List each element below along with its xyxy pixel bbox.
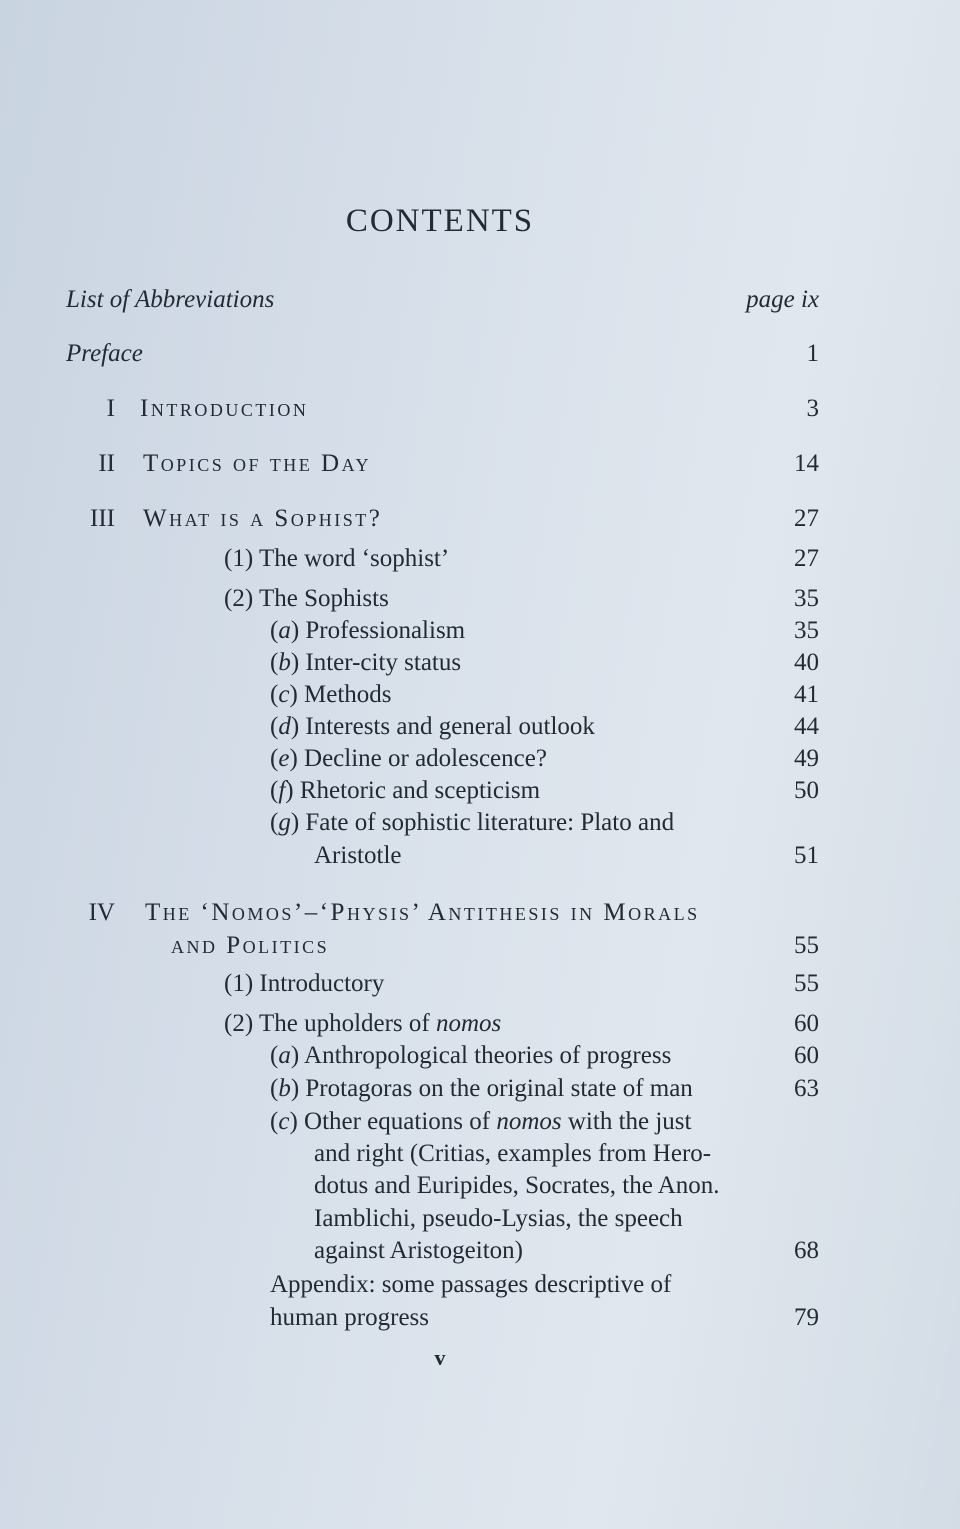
entry-page: 51 — [794, 842, 819, 869]
toc-section[interactable] — [0, 543, 960, 575]
chapter-numeral: III — [90, 505, 115, 532]
entry-page: 1 — [806, 340, 819, 367]
chapter-numeral: II — [98, 450, 115, 477]
subsection-text: dotus and Euripides, Socrates, the Anon. — [314, 1172, 720, 1199]
toc-subsection[interactable] — [0, 615, 960, 647]
entry-title: List of Abbreviations — [66, 286, 275, 313]
subsection-label: (e) Decline or adolescence? — [270, 745, 547, 772]
subsection-text: Fate of sophistic literature: Plato and — [305, 809, 675, 836]
toc-subsection-continuation[interactable] — [0, 1203, 960, 1235]
chapter-numeral: I — [106, 395, 115, 422]
subsection-label: (b) Protagoras on the original state of man — [270, 1075, 693, 1102]
section-label: (1) The word ‘sophist’ — [224, 545, 450, 572]
subsection-label: (g) Fate of sophistic literature: Plato and — [270, 809, 675, 836]
entry-page: 35 — [794, 617, 819, 644]
chapter-title: and Politics — [171, 932, 330, 959]
entry-page: 60 — [794, 1042, 819, 1069]
toc-subsection-continuation[interactable] — [0, 1138, 960, 1170]
section-label: (1) Introductory — [224, 970, 385, 997]
subsection-label: (c) Methods — [270, 681, 392, 708]
toc-chapter-3[interactable] — [0, 503, 960, 535]
entry-page: 40 — [794, 649, 819, 676]
toc-subsection[interactable] — [0, 647, 960, 679]
subsection-label: (d) Interests and general outlook — [270, 713, 595, 740]
section-label — [224, 1008, 501, 1040]
subsection-label: (c) Other equations of nomos with the just — [270, 1108, 692, 1135]
subsection-text: Rhetoric and scepticism — [299, 777, 541, 804]
entry-page: 55 — [794, 970, 819, 997]
subsection-text-italic: nomos — [496, 1108, 562, 1135]
subsection-marker: c — [278, 1108, 290, 1135]
subsection-marker: g — [278, 809, 291, 836]
chapter-numeral: IV — [88, 899, 115, 926]
subsection-marker: a — [278, 1042, 291, 1069]
toc-section[interactable] — [0, 583, 960, 615]
entry-page: 55 — [794, 932, 819, 959]
subsection-label: (a) Professionalism — [270, 617, 466, 644]
subsection-label: (a) Anthropological theories of progress — [270, 1042, 672, 1069]
toc-subsection[interactable] — [0, 711, 960, 743]
subsection-marker: e — [278, 745, 290, 772]
subsection-text: Methods — [304, 681, 392, 708]
toc-chapter-2[interactable] — [0, 448, 960, 480]
toc-chapter-1[interactable] — [0, 393, 960, 425]
toc-entry-abbreviations[interactable] — [0, 284, 960, 316]
subsection-text: with the just — [561, 1108, 692, 1135]
toc-subsection[interactable] — [0, 679, 960, 711]
appendix-text: human progress — [270, 1304, 429, 1331]
entry-page: page ix — [746, 286, 819, 313]
entry-page: 44 — [794, 713, 819, 740]
toc-entry-preface[interactable] — [0, 338, 960, 370]
toc-chapter-4[interactable] — [0, 897, 960, 929]
subsection-text: Other equations of — [304, 1108, 497, 1135]
toc-chapter-4-continuation[interactable] — [0, 930, 960, 962]
entry-page: 27 — [794, 545, 819, 572]
subsection-label: (f) Rhetoric and scepticism — [270, 777, 541, 804]
subsection-text: Professionalism — [305, 617, 466, 644]
subsection-marker: b — [278, 1075, 291, 1102]
appendix-text: Appendix: some passages descriptive of — [270, 1271, 672, 1298]
toc-subsection-continuation[interactable] — [0, 1170, 960, 1202]
toc-subsection-continuation[interactable] — [0, 1235, 960, 1267]
chapter-title: Introduction — [140, 395, 309, 422]
section-label-text: (2) The upholders of — [224, 1010, 436, 1037]
subsection-text: Anthropological theories of progress — [304, 1042, 672, 1069]
entry-title: Preface — [66, 340, 143, 367]
chapter-title: The ‘Nomos’–‘Physis’ Antithesis in Morals — [145, 899, 700, 926]
entry-page: 60 — [794, 1010, 819, 1037]
toc-subsection-continuation[interactable] — [0, 840, 960, 872]
toc-subsection[interactable] — [0, 1040, 960, 1072]
toc-appendix[interactable] — [0, 1269, 960, 1301]
entry-page: 14 — [794, 450, 819, 477]
entry-page: 3 — [806, 395, 819, 422]
section-label: (2) The Sophists — [224, 585, 389, 612]
entry-page: 49 — [794, 745, 819, 772]
toc-section[interactable] — [0, 968, 960, 1000]
chapter-title: What is a Sophist? — [143, 505, 383, 532]
subsection-text: Iamblichi, pseudo-Lysias, the speech — [314, 1205, 683, 1232]
chapter-title: Topics of the Day — [143, 450, 371, 477]
entry-page: 27 — [794, 505, 819, 532]
entry-page: 68 — [794, 1237, 819, 1264]
toc-subsection[interactable] — [0, 775, 960, 807]
entry-page: 50 — [794, 777, 819, 804]
section-label-italic: nomos — [436, 1010, 502, 1037]
subsection-marker: c — [278, 681, 290, 708]
page-folio: v — [434, 1345, 446, 1370]
entry-page: 35 — [794, 585, 819, 612]
toc-appendix-continuation[interactable] — [0, 1302, 960, 1334]
entry-page: 41 — [794, 681, 819, 708]
toc-section[interactable] — [0, 1008, 960, 1040]
entry-page: 63 — [794, 1075, 819, 1102]
toc-subsection[interactable] — [0, 743, 960, 775]
subsection-text: Protagoras on the original state of man — [305, 1075, 693, 1102]
subsection-marker: f — [278, 777, 286, 804]
subsection-text: Aristotle — [314, 842, 402, 869]
toc-subsection[interactable] — [0, 1106, 960, 1138]
page-title: CONTENTS — [345, 203, 535, 239]
subsection-text: and right (Critias, examples from Hero- — [314, 1140, 712, 1167]
subsection-marker: b — [278, 649, 291, 676]
subsection-text: Interests and general outlook — [305, 713, 595, 740]
subsection-text: Inter-city status — [305, 649, 462, 676]
toc-subsection[interactable] — [0, 1073, 960, 1105]
entry-page: 79 — [794, 1304, 819, 1331]
subsection-marker: d — [278, 713, 291, 740]
subsection-marker: a — [278, 617, 291, 644]
subsection-label: (b) Inter-city status — [270, 649, 462, 676]
subsection-text: Decline or adolescence? — [304, 745, 547, 772]
toc-subsection[interactable] — [0, 807, 960, 839]
subsection-text: against Aristogeiton) — [314, 1237, 523, 1264]
